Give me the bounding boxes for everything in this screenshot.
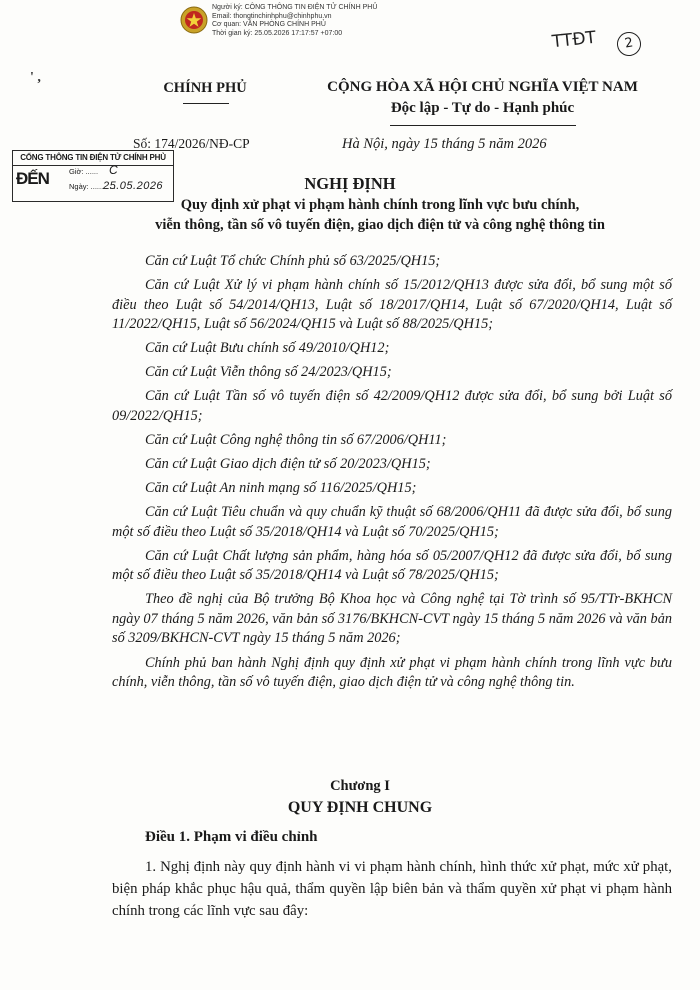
chapter-heading (0, 778, 700, 817)
preamble-paragraph: Căn cứ Luật Tần số vô tuyến điện số 42/2009/QH12 được sửa đổi, bổ sung bởi Luật số 09/2022/QH15; (112, 388, 672, 424)
handwritten-note: TTĐT (551, 27, 597, 53)
document-number: Số: 174/2026/NĐ-CP (133, 136, 250, 151)
signature-agency: Cơ quan: VĂN PHÒNG CHÍNH PHỦ (212, 21, 326, 28)
document-subtitle (100, 195, 660, 235)
preamble-paragraph: Căn cứ Luật Bưu chính số 49/2010/QH12; (145, 340, 390, 357)
article-paragraph: 1. Nghị định này quy định hành vi vi phạm hành chính, hình thức xử phạt, mức xử phạt, biện pháp khắc phục hậu quả, thẩm quyền lập biên bản và thẩm quyền xử phạt vi phạm hành chính trong các lĩnh vực sau đây: (112, 859, 672, 919)
national-emblem-icon (180, 6, 208, 34)
preamble-paragraph: Căn cứ Luật Tiêu chuẩn và quy chuẩn kỹ thuật số 68/2006/QH11 đã được sửa đổi, bổ sung một số điều theo Luật số 35/2018/QH14 và Luật số 70/2025/QH15; (112, 504, 672, 540)
preamble-paragraph: Chính phủ ban hành Nghị định quy định xử phạt vi phạm hành chính trong lĩnh vực bưu chính, viễn thông, tần số vô tuyến điện, giao dịch điện tử và công nghệ thông tin. (112, 654, 672, 691)
subtitle-line-1: Quy định xử phạt vi phạm hành chính trong lĩnh vực bưu chính, (180, 197, 580, 213)
handwritten-circle (615, 30, 643, 58)
signature-time: Thời gian ký: 25.05.2026 17:17:57 +07:00 (212, 29, 343, 37)
stamp-den-label: ĐẾN (16, 169, 49, 188)
stamp-date-label: Ngày: ............ (69, 182, 116, 191)
digital-signature-info (212, 4, 377, 38)
article-heading: Điều 1. Phạm vi điều chỉnh (145, 829, 318, 845)
preamble-paragraph: Theo đề nghị của Bộ trưởng Bộ Khoa học và Công nghệ tại Tờ trình số 95/TTr-BKHCN ngày 07 tháng 5 năm 2026, văn bản số 3176/BKHCN-CVT ngày 15 tháng 5 năm 2026 và văn bản số 3209/BKHCN-CVT ngày 15 tháng 5 năm 2026; (112, 591, 672, 647)
subtitle-line-2: viễn thông, tần số vô tuyến điện, giao dịch điện tử và công nghệ thông tin (155, 217, 605, 233)
motto-underline (390, 125, 576, 126)
preamble-paragraph: Căn cứ Luật Chất lượng sản phẩm, hàng hóa số 05/2007/QH12 đã được sửa đổi, bổ sung một số điều theo Luật số 35/2018/QH14 và Luật số 78/2025/QH15; (112, 547, 672, 584)
preamble-paragraph: Căn cứ Luật Viễn thông số 24/2023/QH15; (145, 364, 392, 381)
preamble-paragraph: Căn cứ Luật Công nghệ thông tin số 67/2006/QH11; (145, 431, 447, 448)
signature-signer: Người ký: CÔNG THÔNG TIN ĐIỆN TỬ CHÍNH PHỦ (212, 4, 378, 11)
national-motto: Độc lập - Tự do - Hạnh phúc (390, 100, 575, 116)
chapter-title: QUY ĐỊNH CHUNG (287, 799, 433, 816)
signature-email: Email: thongtinchinhphu@chinhphu.vn (212, 12, 332, 20)
national-header (285, 79, 680, 117)
national-title: CỘNG HÒA XÃ HỘI CHỦ NGHĨA VIỆT NAM (327, 79, 638, 95)
stamp-time-value: C (109, 163, 118, 177)
preamble (112, 252, 672, 697)
agency-underline (183, 103, 229, 104)
preamble-paragraph: Căn cứ Luật Xử lý vi phạm hành chính số 15/2012/QH13 được sửa đổi, bổ sung một số điều theo Luật số 54/2014/QH13, Luật số 18/2017/QH14, Luật số 67/2020/QH14, Luật số 11/2022/QH15, Luật số 56/2024/QH15 và Luật số 88/2025/QH15; (112, 277, 672, 333)
preamble-paragraph: Căn cứ Luật Tổ chức Chính phủ số 63/2025/QH15; (145, 253, 441, 269)
article-body (112, 856, 672, 922)
stamp-header: CỔNG THÔNG TIN ĐIỆN TỬ CHÍNH PHỦ (13, 151, 173, 166)
margin-ticks: ' , (30, 70, 41, 85)
document-title: NGHỊ ĐỊNH (304, 174, 396, 193)
issuing-agency: CHÍNH PHỦ (163, 80, 247, 96)
preamble-paragraph: Căn cứ Luật An ninh mạng số 116/2025/QH15; (145, 480, 417, 497)
stamp-date-value: 25.05.2026 (103, 180, 164, 192)
document-date: Hà Nội, ngày 15 tháng 5 năm 2026 (342, 136, 547, 152)
chapter-number: Chương I (330, 778, 390, 794)
handwritten-circle-number: 2 (623, 35, 635, 52)
preamble-paragraph: Căn cứ Luật Giao dịch điện tử số 20/2023/QH15; (145, 456, 431, 473)
stamp-time-label: Giờ: ...... (69, 167, 99, 176)
